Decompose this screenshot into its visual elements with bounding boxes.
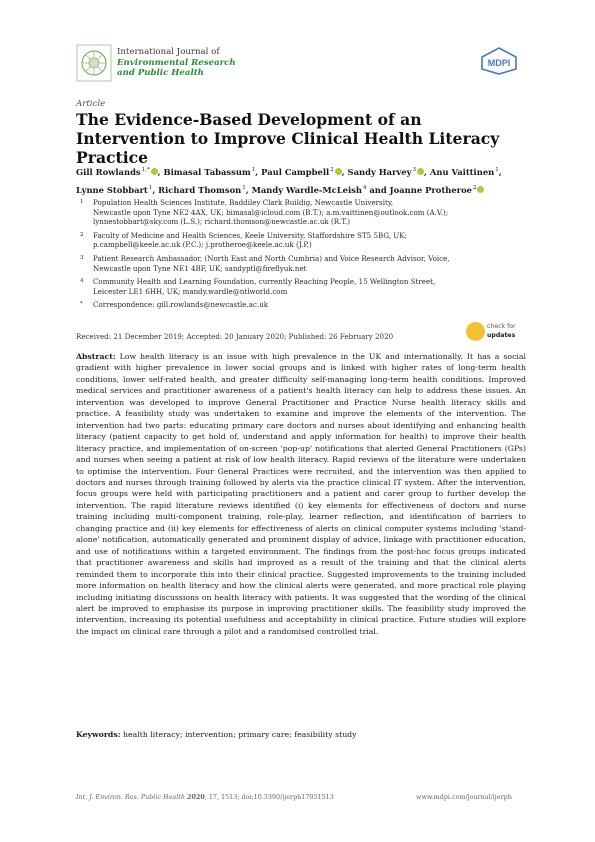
affiliation-number: 2 (80, 231, 84, 238)
author-name: Joanne Protheroe (389, 184, 472, 195)
author-name: Sandy Harvey (347, 167, 412, 177)
author-separator: and (366, 184, 390, 195)
affiliation-line: Faculty of Medicine and Health Sciences, Keele University, Staffordshire ST5 5BG, UK; (93, 230, 407, 240)
author-separator: , (152, 184, 159, 195)
check-badge-line2: updates (487, 331, 516, 339)
abstract-text: Low health literacy is an issue with high prevalence in the UK and internationally. It has a social gradient with higher prevalence in lower social groups and is linked with higher rates of long-term health conditions, lower self-rated health, and greater difficulty self-managing long-term health conditions. Improved medical services and practitioner awareness of a patient's health literacy can help to address these issues. An intervention was developed to improve General Practitioner and Practice Nurse health literacy skills and practice. A feasibility study was undertaken to examine and improve the elements of the intervention. The intervention had two parts: educating primary care doctors and nurses about identifying and enhancing health literacy (patient capacity to get hold of, understand and apply information for health) to improve their health literacy practice, and implementation of on-screen 'pop-up' notifications that alerted General Practitioners (GPs) and nurses when seeing a patient at risk of low health literacy. Rapid reviews of the literature were undertaken to optimise the intervention. Four General Practices were recruited, and the intervention was then applied to doctors and nurses through training followed by alerts via the practice clinical IT system. After the intervention, focus groups were held with participating practitioners and a patient and carer group to further develop the intervention. The rapid literature reviews identified (i) key elements for effectiveness of doctors and nurse training including multi-component training, role-play, learner reflection, and identification of barriers to changing practice and (ii) key elements for effectiveness of alerts on clinical computer systems including 'stand-alone' notification, automatically generated and prominent display of advice, linkage with practitioner education, and use of notifications within a targeted environment. The findings from the post-hoc focus groups indicated that practitioner awareness and skills had improved as a result of the training and that the clinical alerts reminded them to incorporate this into their clinical practice. Suggested improvements to the training included more information on health literacy and how the clinical alerts were generated, and more practical role playing including initiating discussions on health literacy with patients. It was suggested that the wording of the clinical alert be improved to emphasise its purpose in improving practitioner skills. The feasibility study improved the intervention, increasing its potential usefulness and acceptability in clinical practice. Future studies will explore the impact on clinical care through a pilot and a randomised controlled trial. (76, 352, 526, 636)
author-affiliation-mark: 1 (148, 184, 153, 191)
affiliation-item (76, 198, 526, 227)
check-badge-line1: check for (487, 323, 516, 330)
journal-name-line3: and Public Health (117, 68, 204, 78)
keywords (76, 730, 526, 739)
affiliation-line: Patient Research Ambassador, (North East and North Cumbria) and Voice Research Advisor, Voice, (93, 253, 450, 263)
author-separator: , (424, 167, 430, 177)
author-name: Bimasal Tabassum (163, 167, 251, 177)
affiliations (76, 198, 526, 310)
check-updates-icon (466, 322, 485, 341)
orcid-icon[interactable] (477, 186, 484, 193)
check-for-updates-badge[interactable] (466, 321, 526, 343)
author-list (76, 163, 526, 198)
author-name: Anu Vaittinen (429, 167, 495, 177)
affiliation-item (76, 300, 526, 310)
affiliation-line: p.campbell@keele.ac.uk (P.C.); j.protheroe@keele.ac.uk (J.P.) (93, 240, 312, 250)
mdpi-logo-icon (480, 47, 518, 75)
author-affiliation-mark: 4 (362, 184, 367, 191)
affiliation-number: * (80, 301, 83, 308)
journal-name-line2: Environmental Research (117, 57, 236, 68)
author-affiliation-mark: 1,* (141, 167, 150, 173)
journal-name (117, 47, 236, 79)
affiliation-line: Newcastle upon Tyne NE2 4AX, UK; bimasal@icloud.com (B.T.); a.m.vaittinen@outlook.com (A.V.); (93, 207, 449, 217)
orcid-icon[interactable] (151, 168, 158, 175)
author-affiliation-mark: 2 (472, 184, 477, 191)
mdpi-logo-text: MDPI (487, 58, 511, 68)
affiliation-line: Leicester LE1 6HH, UK; mandy.wardle@ntlworld.com (93, 286, 288, 296)
keywords-label: Keywords: (76, 730, 121, 739)
affiliation-item (76, 277, 526, 296)
journal-logo-icon (76, 44, 112, 82)
footer-journal-abbrev: Int. J. Environ. Res. Public Health (76, 793, 185, 801)
abstract (76, 351, 526, 637)
journal-name-line1: International Journal of (117, 47, 220, 57)
affiliation-line: Correspondence: gill.rowlands@newcastle.ac.uk (93, 300, 269, 310)
author-name: Lynne Stobbart (76, 184, 148, 195)
affiliation-line: Newcastle upon Tyne NE1 4BF, UK; sandyptl@fireflyuk.net (93, 263, 307, 273)
author-separator: , (245, 184, 252, 195)
footer-citation-rest: , 17, 1513; doi:10.3390/ijerph17051513 (204, 793, 334, 801)
affiliation-number: 1 (80, 199, 84, 205)
affiliation-line: lynnestobbart@sky.com (L.S.); richard.thomson@newcastle.ac.uk (R.T.) (93, 217, 351, 227)
author-separator: , (157, 167, 164, 177)
affiliation-number: 4 (80, 278, 84, 285)
article-title: The Evidence-Based Development of an Intervention to Improve Clinical Health Literacy Practice (76, 110, 500, 167)
author-affiliation-mark: 1 (495, 167, 499, 173)
author-name: Gill Rowlands (76, 167, 141, 177)
author-separator: , (255, 167, 262, 177)
author-affiliation-mark: 3 (412, 167, 417, 173)
author-affiliation-mark: 1 (251, 167, 256, 173)
publication-dates: Received: 21 December 2019; Accepted: 20 January 2020; Published: 26 February 2020 (76, 332, 394, 341)
keywords-text: health literacy; intervention; primary care; feasibility study (123, 730, 357, 739)
affiliation-item (76, 231, 526, 250)
footer-citation (76, 793, 334, 801)
orcid-icon[interactable] (335, 168, 342, 175)
orcid-icon[interactable] (417, 168, 424, 175)
footer-url[interactable]: www.mdpi.com/journal/ijerph (416, 793, 512, 801)
author-separator: , (341, 167, 348, 177)
author-affiliation-mark: 1 (242, 184, 246, 191)
author-separator: , (498, 167, 502, 177)
abstract-label: Abstract: (76, 352, 116, 361)
affiliation-number: 3 (80, 254, 84, 261)
author-name: Paul Campbell (261, 167, 330, 177)
author-name: Richard Thomson (158, 184, 242, 195)
article-type: Article (76, 99, 106, 109)
affiliation-item (76, 254, 526, 273)
affiliation-line: Community Health and Learning Foundation, currently Reaching People, 15 Wellington Street, (93, 277, 436, 287)
footer-year: 2020 (187, 793, 205, 801)
affiliation-line: Population Health Sciences Institute, Baddiley Clark Buildig, Newcastle University, (93, 198, 394, 207)
author-affiliation-mark: 2 (330, 167, 334, 173)
author-name: Mandy Wardle-McLeish (251, 184, 362, 195)
